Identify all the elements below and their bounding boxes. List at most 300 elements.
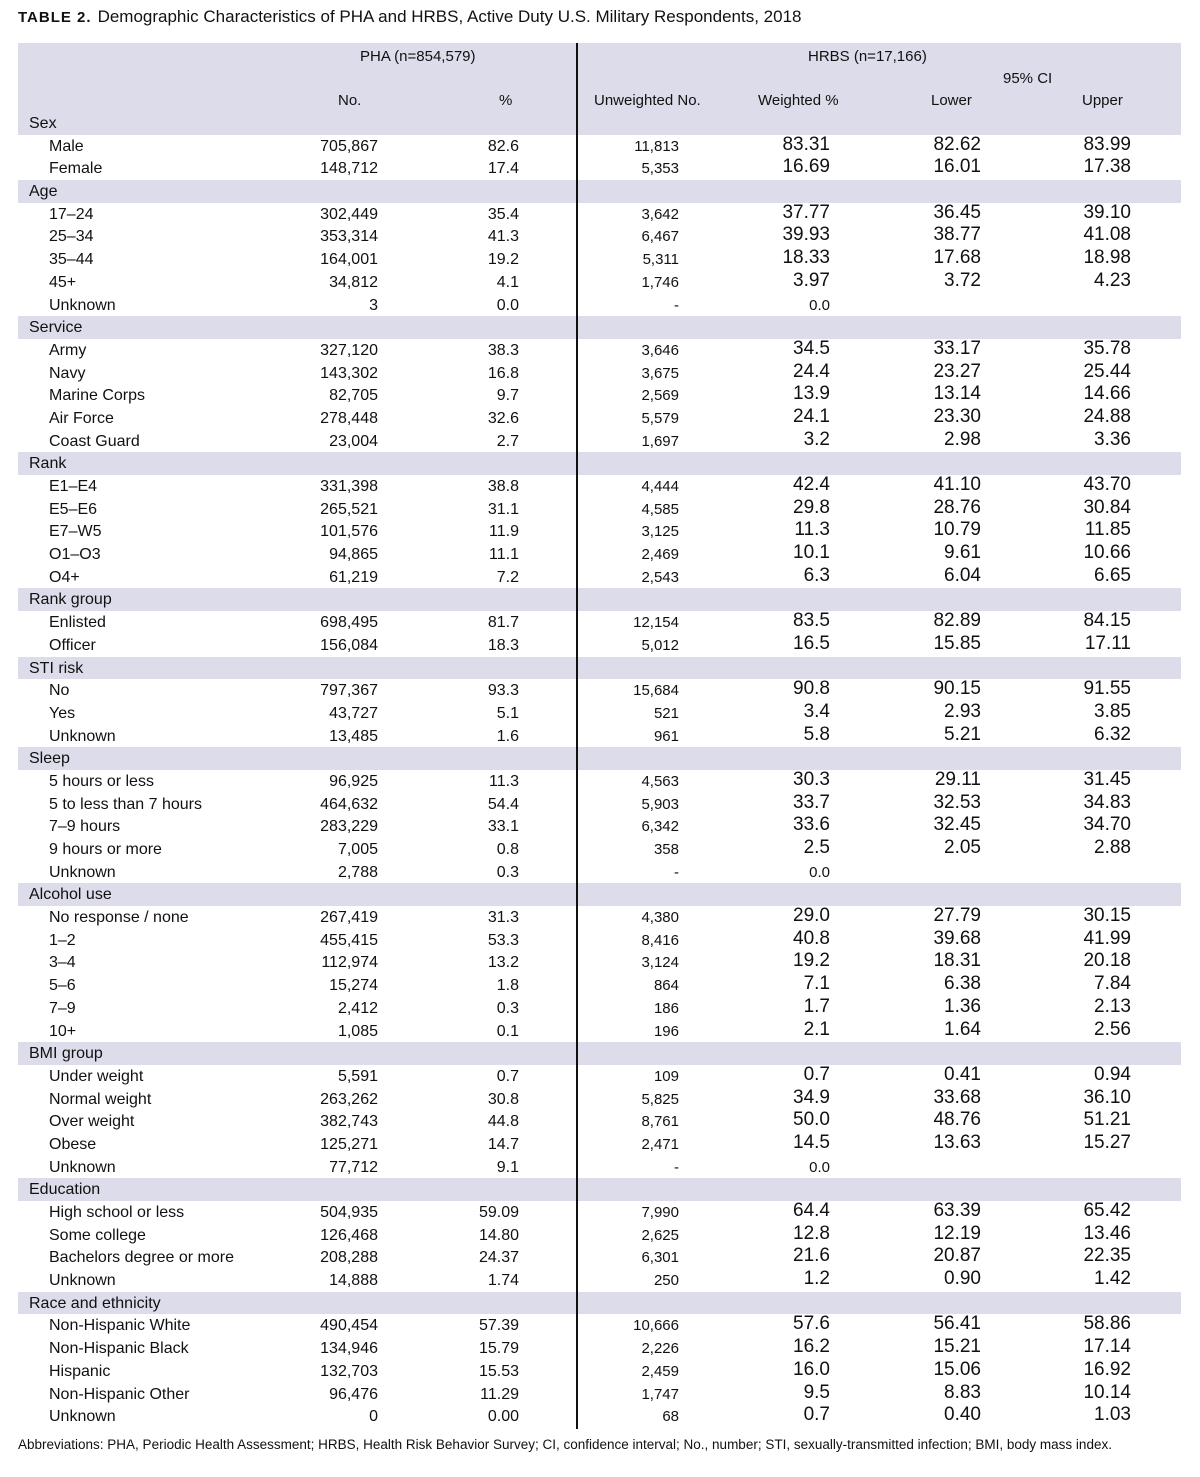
- table-row: [18, 702, 1181, 725]
- weighted-pct-cell: 7.1: [803, 973, 830, 995]
- section-label: Alcohol use: [29, 886, 112, 904]
- pha-no-cell: 265,521: [320, 500, 378, 518]
- ci-upper-cell: 17.11: [1084, 632, 1131, 654]
- row-label: 7–9 hours: [49, 818, 121, 836]
- lower-ci-header: Lower: [931, 92, 972, 109]
- pha-pct-cell: 33.1: [487, 818, 519, 836]
- row-label: No response / none: [49, 909, 189, 927]
- ci-upper-cell: 30.15: [1083, 905, 1131, 927]
- ci-lower-cell: 23.27: [933, 360, 981, 382]
- ci-upper-cell: 18.98: [1083, 247, 1131, 269]
- table-row: [18, 997, 1181, 1020]
- pha-pct-cell: 11.3: [489, 772, 519, 790]
- unweighted-no-cell: 250: [653, 1272, 679, 1290]
- unweighted-no-cell: -: [674, 296, 679, 314]
- ci-lower-cell: 2.98: [944, 428, 981, 450]
- pha-group-header: PHA (n=854,579): [360, 48, 476, 65]
- weighted-pct-cell: 9.5: [803, 1381, 830, 1403]
- ci-upper-cell: 39.10: [1083, 201, 1131, 223]
- pha-pct-cell: 14.7: [487, 1135, 519, 1153]
- section-label: Rank group: [29, 591, 112, 609]
- pha-pct-cell: 4.1: [496, 273, 519, 291]
- pha-pct-cell: 1.8: [496, 977, 519, 995]
- row-label: 5 to less than 7 hours: [49, 795, 202, 813]
- row-label: Non-Hispanic Black: [49, 1340, 189, 1358]
- row-label: O1–O3: [49, 546, 101, 564]
- row-label: 1–2: [49, 931, 76, 949]
- pha-pct-cell: 54.4: [487, 795, 519, 813]
- unweighted-header: Unweighted No.: [594, 92, 701, 109]
- pha-pct-cell: 57.39: [478, 1317, 519, 1335]
- pha-pct-cell: 44.8: [487, 1113, 519, 1131]
- weighted-pct-cell: 10.1: [793, 542, 830, 564]
- ci-upper-cell: 6.32: [1094, 723, 1131, 745]
- table-body: [18, 112, 1181, 1428]
- ci-lower-cell: 15.21: [933, 1336, 981, 1358]
- weighted-pct-cell: 34.5: [793, 337, 830, 359]
- weighted-pct-cell: 11.3: [794, 519, 830, 541]
- weighted-pct-cell: 2.1: [803, 1018, 830, 1040]
- pha-no-cell: 143,302: [320, 364, 378, 382]
- row-label: Enlisted: [49, 614, 106, 632]
- row-label: Normal weight: [49, 1090, 152, 1108]
- table-row: [18, 1133, 1181, 1156]
- row-label: Navy: [49, 364, 86, 382]
- unweighted-no-cell: 5,825: [641, 1090, 679, 1108]
- unweighted-no-cell: 864: [653, 977, 679, 995]
- unweighted-no-cell: 961: [653, 727, 679, 745]
- unweighted-no-cell: 1,747: [641, 1385, 679, 1403]
- unweighted-no-cell: 2,543: [641, 568, 679, 586]
- unweighted-no-cell: 4,585: [641, 500, 679, 518]
- table-row: [18, 1201, 1181, 1224]
- unweighted-no-cell: 3,646: [641, 341, 679, 359]
- ci-upper-cell: 65.42: [1083, 1200, 1131, 1221]
- ci-lower-cell: 38.77: [933, 224, 981, 246]
- table-row: [18, 362, 1181, 385]
- row-label: 3–4: [49, 954, 76, 972]
- table-row: [18, 498, 1181, 521]
- ci-lower-cell: 18.31: [933, 950, 981, 972]
- weighted-pct-cell: 83.31: [782, 133, 830, 155]
- ci-lower-cell: 63.39: [933, 1200, 981, 1221]
- row-label: High school or less: [49, 1204, 185, 1221]
- ci-lower-cell: 6.38: [944, 973, 981, 995]
- row-label: 7–9: [49, 999, 76, 1017]
- ci-lower-cell: 8.83: [944, 1381, 981, 1403]
- ci-upper-cell: 84.15: [1083, 610, 1131, 632]
- ci-upper-cell: 43.70: [1083, 474, 1131, 495]
- ci-upper-cell: 11.85: [1084, 519, 1131, 541]
- pha-pct-cell: 24.37: [478, 1249, 519, 1267]
- row-label: 5–6: [49, 977, 76, 995]
- pha-pct-cell: 0.0: [496, 296, 519, 314]
- ci-upper-cell: 58.86: [1083, 1313, 1131, 1335]
- weighted-pct-cell: 3.97: [793, 269, 830, 291]
- unweighted-no-cell: 8,761: [641, 1113, 679, 1131]
- weighted-pct-cell: 6.3: [803, 564, 830, 586]
- pha-no-cell: 3: [369, 296, 378, 314]
- unweighted-no-cell: 2,625: [641, 1226, 679, 1244]
- ci-lower-cell: 13.14: [933, 383, 981, 405]
- table-row: [18, 157, 1181, 180]
- ci-upper-cell: 41.08: [1083, 224, 1131, 246]
- ci-lower-cell: 82.62: [933, 133, 981, 155]
- pha-pct-cell: 2.7: [496, 432, 519, 450]
- row-label: Obese: [49, 1135, 97, 1153]
- ci-lower-cell: 23.30: [933, 405, 981, 427]
- weighted-pct-cell: 90.8: [793, 678, 830, 700]
- ci-lower-cell: 0.41: [944, 1063, 981, 1085]
- ci-upper-cell: 2.88: [1094, 837, 1131, 858]
- row-label: Bachelors degree or more: [49, 1249, 234, 1267]
- pha-no-cell: 7,005: [337, 841, 378, 858]
- weighted-pct-cell: 24.1: [793, 405, 830, 427]
- unweighted-no-cell: 7,990: [641, 1204, 679, 1221]
- pha-pct-cell: 11.1: [489, 546, 519, 564]
- weighted-pct-cell: 13.9: [793, 383, 830, 405]
- pha-pct-cell: 13.2: [487, 954, 519, 972]
- row-label: 10+: [49, 1022, 77, 1040]
- weighted-pct-cell: 16.69: [782, 156, 830, 178]
- weighted-pct-cell: 0.0: [809, 296, 830, 314]
- pha-no-cell: 1,085: [337, 1022, 378, 1040]
- unweighted-no-cell: -: [674, 1158, 679, 1176]
- pha-pct-cell: 9.7: [496, 387, 519, 405]
- ci-upper-cell: 24.88: [1083, 405, 1131, 427]
- pha-no-cell: 267,419: [320, 909, 378, 927]
- ci-upper-cell: 15.27: [1083, 1131, 1131, 1153]
- pha-pct-cell: 18.3: [487, 636, 519, 654]
- footnote: Abbreviations: PHA, Periodic Health Assessment; HRBS, Health Risk Behavior Survey; CI, confidence interval; No., number; STI, sexually-transmitted infection; BMI, body mass index.: [18, 1437, 1112, 1452]
- unweighted-no-cell: 521: [653, 704, 679, 722]
- pha-pct-cell: 0.1: [496, 1022, 519, 1040]
- section-label: Rank: [29, 455, 67, 473]
- table-row: [18, 339, 1181, 362]
- weighted-pct-cell: 12.8: [793, 1222, 830, 1244]
- ci-upper-cell: 30.84: [1083, 496, 1131, 518]
- section-header-row: [18, 657, 1181, 680]
- pha-pct-cell: 93.3: [487, 682, 519, 700]
- table-row: [18, 1020, 1181, 1043]
- section-label: Education: [29, 1181, 101, 1199]
- unweighted-no-cell: 4,380: [641, 909, 679, 927]
- row-label: Female: [49, 160, 103, 178]
- pha-no-cell: 61,219: [329, 568, 378, 586]
- unweighted-no-cell: 6,301: [641, 1249, 679, 1267]
- weighted-pct-cell: 37.77: [782, 201, 830, 223]
- ci-upper-cell: 3.85: [1094, 700, 1131, 722]
- table-row: [18, 1360, 1181, 1383]
- unweighted-no-cell: 2,471: [641, 1135, 679, 1153]
- unweighted-no-cell: 2,226: [641, 1340, 679, 1358]
- ci-upper-cell: 83.99: [1083, 133, 1131, 155]
- ci-lower-cell: 0.90: [944, 1268, 981, 1290]
- ci-upper-cell: 3.36: [1094, 428, 1131, 450]
- pha-no-cell: 156,084: [320, 636, 378, 654]
- ci-upper-cell: 35.78: [1083, 337, 1131, 359]
- table-row: [18, 679, 1181, 702]
- table-row: [18, 430, 1181, 453]
- section-header-row: [18, 1178, 1181, 1201]
- pha-no-cell: 698,495: [320, 614, 378, 632]
- demographics-table: [18, 43, 1181, 1428]
- weighted-pct-cell: 64.4: [793, 1200, 830, 1221]
- pha-pct-header: %: [499, 92, 513, 109]
- ci-lower-cell: 1.36: [944, 995, 981, 1017]
- pha-pct-cell: 30.8: [487, 1090, 519, 1108]
- unweighted-no-cell: 3,124: [641, 954, 679, 972]
- ci-upper-cell: 25.44: [1083, 360, 1131, 382]
- row-label: Unknown: [49, 1408, 116, 1426]
- ci-lower-cell: 56.41: [933, 1313, 981, 1335]
- row-label: Army: [49, 341, 87, 359]
- ci-lower-cell: 2.05: [944, 837, 981, 858]
- pha-pct-cell: 31.3: [487, 909, 519, 927]
- unweighted-no-cell: 12,154: [633, 614, 679, 632]
- pha-no-cell: 504,935: [320, 1204, 378, 1221]
- pha-no-cell: 331,398: [320, 478, 378, 495]
- ci-lower-cell: 6.04: [944, 564, 981, 586]
- pha-pct-cell: 11.9: [489, 523, 519, 541]
- weighted-pct-cell: 40.8: [793, 927, 830, 949]
- weighted-pct-cell: 57.6: [793, 1313, 830, 1335]
- ci-upper-cell: 7.84: [1094, 973, 1131, 995]
- table-row: [18, 1224, 1181, 1247]
- row-label: Officer: [49, 636, 96, 654]
- table-row: [18, 1110, 1181, 1133]
- ci-upper-cell: 13.46: [1083, 1222, 1131, 1244]
- unweighted-no-cell: 2,459: [641, 1362, 679, 1380]
- table-row: [18, 1383, 1181, 1406]
- row-label: No: [49, 682, 70, 700]
- row-label: Hispanic: [49, 1362, 111, 1380]
- row-label: Yes: [49, 704, 76, 722]
- ci-lower-cell: 5.21: [944, 723, 981, 745]
- unweighted-no-cell: 5,353: [641, 160, 679, 178]
- ci-lower-cell: 15.85: [933, 632, 981, 654]
- table-row: [18, 294, 1181, 317]
- ci-upper-cell: 17.38: [1083, 156, 1131, 178]
- pha-pct-cell: 53.3: [487, 931, 519, 949]
- pha-no-cell: 327,120: [320, 341, 378, 359]
- weighted-pct-cell: 0.7: [803, 1404, 830, 1426]
- pha-no-cell: 13,485: [329, 727, 378, 745]
- pha-pct-cell: 1.74: [487, 1272, 519, 1290]
- pha-pct-cell: 19.2: [487, 251, 519, 269]
- table-row: [18, 1337, 1181, 1360]
- weighted-pct-cell: 21.6: [793, 1245, 830, 1267]
- row-label: 17–24: [49, 205, 94, 223]
- ci-upper-cell: 36.10: [1083, 1086, 1131, 1108]
- pha-no-cell: 455,415: [320, 931, 378, 949]
- pha-pct-cell: 82.6: [487, 137, 519, 155]
- weighted-pct-cell: 18.33: [782, 247, 830, 269]
- ci-upper-cell: 1.42: [1094, 1268, 1131, 1290]
- pha-no-cell: 208,288: [320, 1249, 378, 1267]
- ci-upper-cell: 51.21: [1083, 1109, 1131, 1131]
- pha-pct-cell: 59.09: [478, 1204, 519, 1221]
- pha-no-cell: 164,001: [320, 251, 378, 269]
- ci-upper-cell: 41.99: [1083, 927, 1131, 949]
- pha-pct-cell: 31.1: [487, 500, 519, 518]
- table-row: [18, 1065, 1181, 1088]
- ci-lower-cell: 13.63: [933, 1131, 981, 1153]
- row-label: 9 hours or more: [49, 841, 162, 858]
- weighted-pct-cell: 83.5: [793, 610, 830, 632]
- table-row: [18, 1156, 1181, 1179]
- unweighted-no-cell: -: [674, 863, 679, 881]
- weighted-pct-cell: 24.4: [793, 360, 830, 382]
- pha-pct-cell: 17.4: [487, 160, 519, 178]
- table-row: [18, 1314, 1181, 1337]
- unweighted-no-cell: 11,813: [634, 137, 679, 155]
- ci-lower-cell: 10.79: [933, 519, 981, 541]
- ci-lower-cell: 90.15: [933, 678, 981, 700]
- weighted-pct-cell: 1.7: [803, 995, 830, 1017]
- weighted-header: Weighted %: [758, 92, 839, 109]
- pha-no-cell: 14,888: [329, 1272, 378, 1290]
- ci-lower-cell: 20.87: [933, 1245, 981, 1267]
- table-row: [18, 135, 1181, 158]
- pha-no-cell: 132,703: [320, 1362, 378, 1380]
- unweighted-no-cell: 10,666: [633, 1317, 679, 1335]
- pha-pct-cell: 0.00: [487, 1408, 519, 1426]
- unweighted-no-cell: 68: [662, 1408, 679, 1426]
- unweighted-no-cell: 6,467: [641, 228, 679, 246]
- pha-pct-cell: 16.8: [487, 364, 519, 382]
- weighted-pct-cell: 42.4: [793, 474, 830, 495]
- pha-no-cell: 353,314: [320, 228, 378, 246]
- table-row: [18, 634, 1181, 657]
- section-label: Sleep: [29, 750, 70, 768]
- pha-no-cell: 5,591: [337, 1067, 378, 1085]
- table-caption: Demographic Characteristics of PHA and HRBS, Active Duty U.S. Military Respondents, 2018: [97, 7, 802, 26]
- ci-upper-cell: 91.55: [1083, 678, 1131, 700]
- table-row: [18, 384, 1181, 407]
- column-divider: [576, 43, 578, 1429]
- weighted-pct-cell: 33.7: [793, 791, 830, 813]
- ci-lower-cell: 39.68: [933, 927, 981, 949]
- ci-lower-cell: 41.10: [933, 474, 981, 495]
- pha-pct-cell: 38.8: [487, 478, 519, 495]
- pha-no-cell: 96,925: [329, 772, 378, 790]
- hrbs-group-header: HRBS (n=17,166): [808, 48, 927, 65]
- section-header-row: [18, 1042, 1181, 1065]
- pha-no-cell: 490,454: [320, 1317, 378, 1335]
- ci-upper-cell: 1.03: [1094, 1404, 1131, 1426]
- pha-pct-cell: 5.1: [496, 704, 519, 722]
- table-row: [18, 770, 1181, 793]
- weighted-pct-cell: 2.5: [803, 837, 830, 858]
- section-header-row: [18, 1292, 1181, 1315]
- pha-no-cell: 283,229: [320, 818, 378, 836]
- pha-no-cell: 23,004: [329, 432, 378, 450]
- ci-upper-cell: 4.23: [1094, 269, 1131, 291]
- ci-lower-cell: 2.93: [944, 700, 981, 722]
- row-label: Male: [49, 137, 84, 155]
- pha-no-cell: 705,867: [320, 137, 378, 155]
- weighted-pct-cell: 3.2: [803, 428, 830, 450]
- ci-upper-cell: 34.70: [1083, 814, 1131, 836]
- unweighted-no-cell: 5,012: [641, 636, 679, 654]
- pha-pct-cell: 0.8: [496, 841, 519, 858]
- ci-lower-cell: 29.11: [934, 768, 981, 790]
- pha-no-cell: 382,743: [320, 1113, 378, 1131]
- row-label: 45+: [49, 273, 77, 291]
- upper-ci-header: Upper: [1082, 92, 1123, 109]
- ci-lower-cell: 0.40: [944, 1404, 981, 1426]
- ci-lower-cell: 32.45: [933, 814, 981, 836]
- section-header-row: [18, 588, 1181, 611]
- weighted-pct-cell: 39.93: [782, 224, 830, 246]
- pha-pct-cell: 11.29: [480, 1385, 519, 1403]
- table-row: [18, 1088, 1181, 1111]
- row-label: Over weight: [49, 1113, 135, 1131]
- unweighted-no-cell: 8,416: [641, 931, 679, 949]
- table-row: [18, 793, 1181, 816]
- unweighted-no-cell: 5,579: [641, 409, 679, 427]
- unweighted-no-cell: 196: [653, 1022, 679, 1040]
- unweighted-no-cell: 1,697: [641, 432, 679, 450]
- row-label: Some college: [49, 1226, 146, 1244]
- table-row: [18, 1269, 1181, 1292]
- pha-pct-cell: 9.1: [496, 1158, 519, 1176]
- weighted-pct-cell: 16.0: [793, 1358, 830, 1380]
- ci-lower-cell: 36.45: [933, 201, 981, 223]
- weighted-pct-cell: 16.2: [793, 1336, 830, 1358]
- pha-no-cell: 15,274: [329, 977, 378, 995]
- section-header-row: [18, 112, 1181, 135]
- unweighted-no-cell: 3,125: [641, 523, 679, 541]
- table-row: [18, 838, 1181, 861]
- pha-pct-cell: 32.6: [487, 409, 519, 427]
- weighted-pct-cell: 30.3: [793, 768, 830, 790]
- table-row: [18, 271, 1181, 294]
- unweighted-no-cell: 5,311: [642, 251, 679, 269]
- pha-no-cell: 126,468: [320, 1226, 378, 1244]
- row-label: E7–W5: [49, 523, 102, 541]
- pha-no-cell: 82,705: [329, 387, 378, 405]
- section-header-row: [18, 180, 1181, 203]
- section-header-row: [18, 883, 1181, 906]
- table-row: [18, 815, 1181, 838]
- pha-no-cell: 464,632: [320, 795, 378, 813]
- unweighted-no-cell: 1,746: [641, 273, 679, 291]
- section-label: Service: [29, 319, 83, 337]
- section-header-row: [18, 747, 1181, 770]
- pha-no-cell: 94,865: [329, 546, 378, 564]
- ci-upper-cell: 20.18: [1083, 950, 1131, 972]
- row-label: Marine Corps: [49, 387, 146, 405]
- weighted-pct-cell: 3.4: [803, 700, 830, 722]
- ci-upper-cell: 31.45: [1083, 768, 1131, 790]
- unweighted-no-cell: 4,444: [641, 478, 679, 495]
- table-row: [18, 974, 1181, 997]
- table-header: [18, 43, 1181, 112]
- unweighted-no-cell: 15,684: [633, 682, 679, 700]
- weighted-pct-cell: 19.2: [793, 950, 830, 972]
- ci-upper-cell: 0.94: [1094, 1063, 1131, 1085]
- pha-pct-cell: 1.6: [496, 727, 519, 745]
- unweighted-no-cell: 2,569: [641, 387, 679, 405]
- table-row: [18, 1405, 1181, 1428]
- weighted-pct-cell: 34.9: [793, 1086, 830, 1108]
- pha-no-cell: 2,412: [337, 999, 378, 1017]
- pha-pct-cell: 41.3: [487, 228, 519, 246]
- pha-no-cell: 2,788: [337, 863, 378, 881]
- pha-no-cell: 77,712: [329, 1158, 378, 1176]
